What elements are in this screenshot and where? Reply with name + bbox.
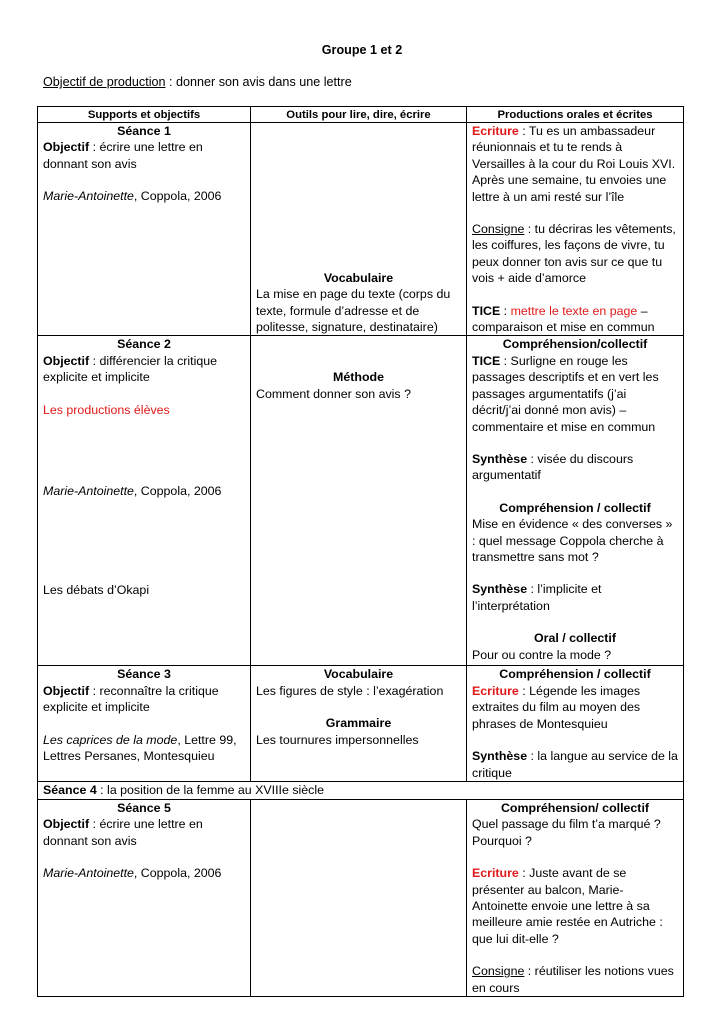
table-row bbox=[38, 782, 684, 799]
cell-supports: Séance 2 Objectif : différencier la critique explicite et implicite Les productions élèves Marie-Antoinette, Coppola, 2006 Les débats d’Okapi bbox=[38, 336, 251, 666]
cell-productions: Compréhension / collectif Ecriture : Légende les images extraites du film au moyen des phrases de Montesquieu Synthèse : la langue au service de la critique bbox=[467, 666, 684, 782]
objective-label: Objectif de production bbox=[43, 75, 166, 89]
production-objective: Objectif de production : donner son avis dans une lettre bbox=[43, 75, 352, 89]
cell-supports: Séance 3 Objectif : reconnaître la critique explicite et implicite Les caprices de la mode, Lettre 99, Lettres Persanes, Montesquieu bbox=[38, 666, 251, 782]
objective-text: donner son avis dans une lettre bbox=[176, 75, 352, 89]
table-header-row bbox=[38, 107, 684, 123]
cell-productions: Ecriture : Tu es un ambassadeur réunionnais et tu te rends à Versailles à la cour du Roi Louis XVI. Après une semaine, tu envoies une lettre à un ami resté sur l’île Consigne : tu décriras les vêtements, les coiffures, les façons de vivre, tu peux donner ton avis sur ce que tu vois + aide d’amorce TICE : mettre le texte en page – comparaison et mise en commun bbox=[467, 123, 684, 336]
seance-title: Séance 2 bbox=[117, 337, 171, 352]
seance-title: Séance 3 bbox=[117, 667, 171, 682]
table-row bbox=[38, 799, 684, 996]
cell-supports: Séance 1 Objectif : écrire une lettre en donnant son avis Marie-Antoinette, Coppola, 2006 bbox=[38, 123, 251, 336]
cell-productions: Compréhension/collectif TICE : Surligne en rouge les passages descriptifs et en vert les passages argumentatifs (j’ai décrit/j’ai donné mon avis) – commentaire et mise en commun Synthèse : visée du discours argumentatif Compréhension / collectif Mise en évidence « des converses » : quel message Coppola cherche à transmettre sans mot ? Synthèse : l’implicite et l’interprétation Oral / collectif Pour ou contre la mode ? bbox=[467, 336, 684, 666]
header-supports: Supports et objectifs bbox=[38, 107, 251, 123]
cell-productions: Compréhension/ collectif Quel passage du film t’a marqué ? Pourquoi ? Ecriture : Juste avant de se présenter au balcon, Marie-Antoinette envoie une lettre à sa meilleure amie restée en Autriche : que lui dit-elle ? Consigne : réutiliser les notions vues en cours bbox=[467, 799, 684, 996]
cell-outils: Méthode Comment donner son avis ? bbox=[251, 336, 467, 666]
seance-title: Séance 5 bbox=[117, 800, 171, 815]
sequence-table bbox=[37, 106, 684, 997]
cell-outils: Vocabulaire La mise en page du texte (corps du texte, formule d’adresse et de politesse, signature, destinataire) bbox=[251, 123, 467, 336]
cell-seance4: Séance 4 : la position de la femme au XVIIIe siècle bbox=[38, 782, 684, 799]
cell-outils bbox=[251, 799, 467, 996]
header-productions: Productions orales et écrites bbox=[467, 107, 684, 123]
seance-title: Séance 1 bbox=[117, 124, 171, 138]
table-row bbox=[38, 123, 684, 336]
table-row bbox=[38, 336, 684, 666]
header-outils: Outils pour lire, dire, écrire bbox=[251, 107, 467, 123]
page-title: Groupe 1 et 2 bbox=[321, 43, 403, 57]
table-row bbox=[38, 666, 684, 782]
cell-outils: Vocabulaire Les figures de style : l’exagération Grammaire Les tournures impersonnelles bbox=[251, 666, 467, 782]
cell-supports: Séance 5 Objectif : écrire une lettre en donnant son avis Marie-Antoinette, Coppola, 2006 bbox=[38, 799, 251, 996]
